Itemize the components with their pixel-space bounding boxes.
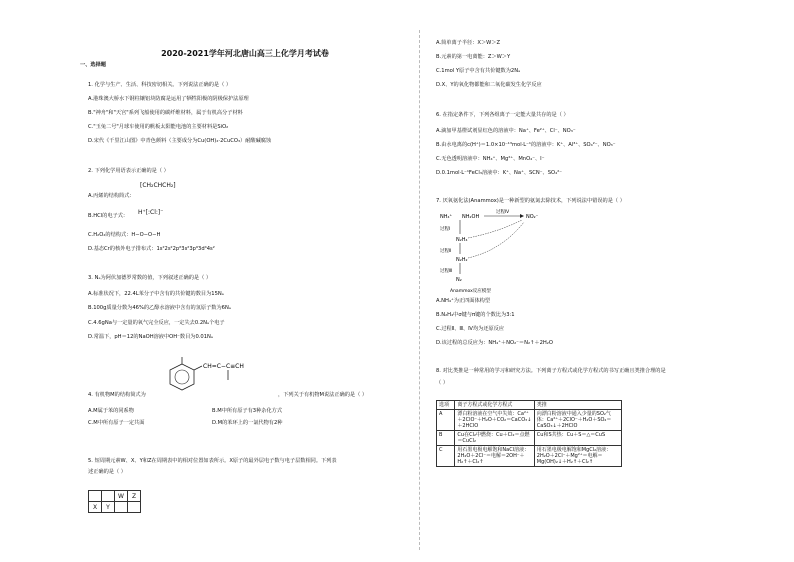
- vinyl-bond: [194, 366, 202, 370]
- table-cell: Cu在Cl₂中燃烧：Cu＋Cl₂＝点燃＝CuCl₂: [455, 431, 534, 446]
- q4-option-b: B.M中所有原子有3种杂化方式: [212, 408, 283, 414]
- q7-option-b: B.N₂H₄中σ键与π键的个数比为3:1: [436, 312, 515, 318]
- grid-cell: Z: [128, 491, 141, 502]
- q1-option-a: A.港珠澳大桥水下钢柱镶铝块防腐是运用了牺牲阳极的阴极保护法原理: [88, 96, 249, 102]
- q3-option-c: C.4.6gNa与一定量的氧气完全反应，一定失去0.2Nₐ个电子: [88, 320, 225, 326]
- q5-option-d: D.X、Y的氧化物都能和二氧化碳发生化学反应: [436, 82, 542, 88]
- grid-cell: W: [115, 491, 128, 502]
- q4-stem: 4. 有机物M的结构简式为: [88, 392, 146, 398]
- table-cell: A: [437, 410, 455, 431]
- q3-option-b: B.100g质量分数为46%的乙醇水溶液中含有的氢原子数为6Nₐ: [88, 305, 231, 311]
- hcl-electron-formula: H⁺[:Cl:]⁻: [138, 209, 164, 216]
- q6-stem: 6. 在指定条件下，下列各组离子一定能大量共存的是（ ）: [436, 112, 569, 118]
- q6-option-c: C.无色透明溶液中：NH₄⁺、Mg²⁺、MnO₄⁻、I⁻: [436, 156, 545, 162]
- molecule-m-structure: [166, 356, 276, 402]
- n2h4-label: N₂H₄: [456, 237, 468, 243]
- table-header: 离子方程式或化学方程式: [455, 401, 534, 410]
- q4-option-a: A.M属于苯的同系物: [88, 408, 134, 414]
- q3-stem: 3. Nₐ为阿伏加德罗常数的值，下列叙述正确的是（ ）: [88, 275, 212, 281]
- q1-stem: 1. 化学与生产、生活、科技密切相关。下列说法正确的是（ ）: [88, 82, 232, 88]
- page-title: 2020-2021学年河北唐山高三上化学月考试卷: [161, 49, 329, 58]
- q8-stem-tail: （ ）: [436, 380, 449, 386]
- q4-option-c: C.M中所有原子一定共面: [88, 420, 145, 426]
- q7-option-c: C.过程Ⅱ、Ⅲ、Ⅳ均为还原反应: [436, 326, 505, 332]
- step2-label: 过程Ⅱ: [440, 249, 452, 254]
- q4-option-d: D.M的苯环上的一氯代物有2种: [212, 420, 283, 426]
- nh4-label: NH₄⁺: [440, 214, 453, 220]
- table-cell: 用石墨电极电解饱和MgCl₂溶液：2H₂O＋2Cl⁻＋Mg²⁺＝电解＝Mg(OH)₂↓＋H₂↑＋Cl₂↑: [534, 446, 621, 467]
- q1-option-b: B."神舟"和"天宫"系列飞船使用的碳纤维材料，属于有机高分子材料: [88, 110, 243, 116]
- q1-option-c: C."玉兔二号"月球车使用的帆板太阳能电池的主要材料是SiO₂: [88, 124, 229, 130]
- q2-option-c: C.H₂O₂的结构式：H−O−O−H: [88, 232, 161, 238]
- table-cell: 用石墨电极电解饱和NaCl溶液：2H₂O＋2Cl⁻＝电解＝2OH⁻＋H₂↑＋Cl₂↑: [455, 446, 534, 467]
- q4-stem-tail: ，下列关于有机物M说法正确的是（ ）: [278, 392, 368, 398]
- grid-cell: Y: [102, 502, 115, 513]
- grid-cell: [128, 502, 141, 513]
- n2h2-label: N₂H₂: [456, 257, 468, 263]
- nh2oh-label: NH₂OH: [462, 214, 480, 220]
- right-column: [428, 0, 758, 562]
- table-cell: C: [437, 446, 455, 467]
- anammox-diagram: [438, 208, 578, 298]
- q2-stem: 2. 下列化学用语表示正确的是（ ）: [88, 168, 169, 174]
- column-divider: [419, 30, 420, 550]
- step4-label: 过程Ⅳ: [496, 210, 510, 215]
- q3-option-d: D.常温下，pH＝12的NaOH溶液中OH⁻数目为0.01Nₐ: [88, 334, 213, 340]
- table-header: 类推: [534, 401, 621, 410]
- diagram-caption: Anammox反应模型: [450, 289, 491, 294]
- table-cell: 向漂白粉溶液中通入少量的SO₂气体：Ca²⁺＋2ClO⁻＋H₂O＋SO₂＝CaSO₃↓＋2HClO: [534, 410, 621, 431]
- q1-option-d: D.宋代《千里江山图》中青色颜料（主要成分为Cu(OH)₂·2CuCO₃）耐酸碱腐蚀: [88, 138, 272, 144]
- q6-option-a: A.滴加甲基橙试剂显红色的溶液中：Na⁺、Fe²⁺、Cl⁻、NO₃⁻: [436, 128, 576, 134]
- molecule-m-chain: CH=C−C≡CH: [203, 363, 244, 370]
- dashed-arrow: [468, 220, 522, 238]
- table-cell: B: [437, 431, 455, 446]
- q6-option-b: B.由水电离的c(H⁺)＝1.0×10⁻¹³mol·L⁻¹的溶液中：K⁺、Al³⁺、SO₄²⁻、NO₃⁻: [436, 142, 616, 148]
- table-cell: Cu和S共热：Cu＋S＝△＝CuS: [534, 431, 621, 446]
- q5-stem-tail: 述正确的是（ ）: [88, 469, 126, 475]
- q2-option-a: A.丙烯的结构简式：: [88, 193, 135, 199]
- dashed-arrow: [468, 222, 524, 258]
- benzene-inner-circle: [175, 370, 189, 384]
- q8-stem: 8. 对比类推是一种常用的学习和研究方法。下列离子方程式或化学方程式的书写正确且类推合理的是: [436, 368, 666, 374]
- step1-label: 过程Ⅰ: [440, 227, 451, 232]
- q5-option-b: B.元素的第一电离能：Z＞W＞Y: [436, 54, 511, 60]
- benzene-ring: [170, 364, 194, 390]
- periodic-position-table: [88, 490, 141, 513]
- no2-label: NO₂⁻: [526, 214, 539, 220]
- step3-label: 过程Ⅲ: [440, 269, 453, 274]
- q6-option-d: D.0.1mol·L⁻¹FeCl₃溶液中：K⁺、Na⁺、SCN⁻、SO₄²⁻: [436, 170, 563, 176]
- q7-option-a: A.NH₄⁺为正四面体构型: [436, 298, 491, 304]
- q5-stem: 5. 短周期元素W、X、Y和Z在周期表中的相对位置如表所示。X原子的最外层电子数与电子层数相同。下列表: [88, 458, 337, 464]
- left-column: [80, 0, 410, 562]
- q5-option-a: A.简单离子半径：X＞W＞Z: [436, 40, 501, 46]
- table-cell: 漂白粉溶液在空气中失效：Ca²⁺＋2ClO⁻＋H₂O＋CO₂＝CaCO₃↓＋2HClO: [455, 410, 534, 431]
- q8-comparison-table: [436, 400, 622, 467]
- grid-cell: [102, 491, 115, 502]
- propene-formula: [CH₂CHCH₂]: [140, 182, 176, 189]
- q7-stem: 7. 厌氧氨化法(Anammox)是一种新型的氨氮去除技术，下列说法中错误的是（ ）: [436, 198, 625, 204]
- q2-option-d: D.基态Cr的核外电子排布式：1s²2s²2p⁶3s²3p⁶3d⁴4s²: [88, 246, 215, 252]
- table-header: 选项: [437, 401, 455, 410]
- q7-option-d: D.该过程的总反应为：NH₄⁺＋NO₂⁻＝N₂↑＋2H₂O: [436, 340, 553, 346]
- grid-cell: [89, 491, 102, 502]
- grid-cell: [115, 502, 128, 513]
- q3-option-a: A.标准状况下，22.4L苯分子中含有的共价键的数目为15Nₐ: [88, 291, 224, 297]
- arrowhead: [520, 214, 524, 218]
- q5-option-c: C.1mol Y原子中含有共价键数为2Nₐ: [436, 68, 521, 74]
- section-heading: 一、选择题: [80, 62, 106, 68]
- grid-cell: X: [89, 502, 102, 513]
- n2-label: N₂: [456, 277, 462, 283]
- q2-option-b: B.HCl的电子式：: [88, 213, 129, 219]
